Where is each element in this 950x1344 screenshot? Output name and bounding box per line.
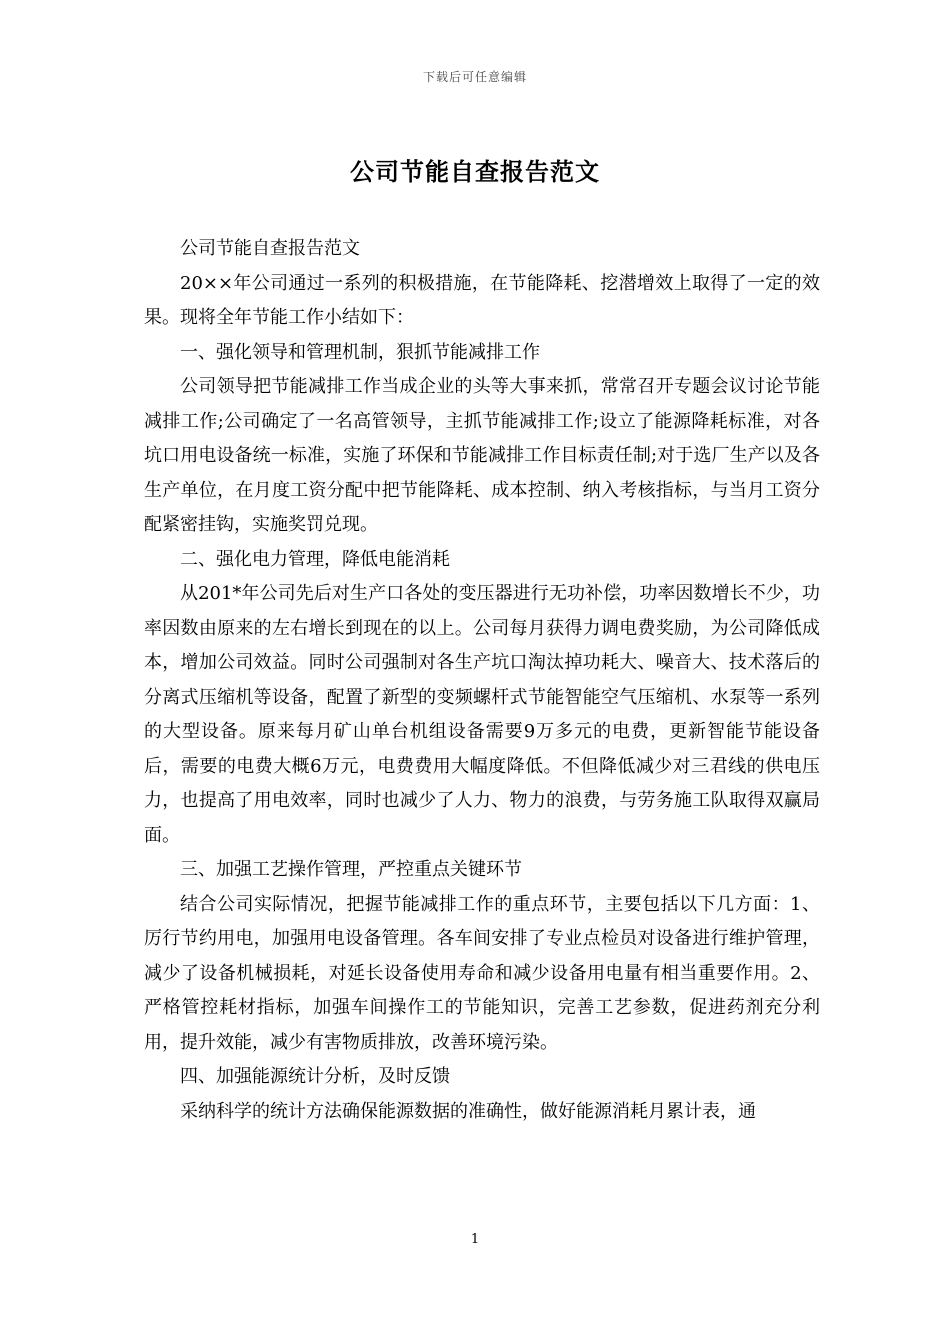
page-number: 1 <box>470 1232 480 1247</box>
paragraph-intro: 20××年公司通过一系列的积极措施，在节能降耗、挖潜增效上取得了一定的效果。现将全年节能工作小结如下： <box>144 272 820 328</box>
paragraph-subtitle: 公司节能自查报告范文 <box>180 238 360 259</box>
paragraph-section-3: 结合公司实际情况，把握节能减排工作的重点环节，主要包括以下几方面：1、厉行节约用电，加强用电设备管理。各车间安排了专业点检员对设备进行维护管理，减少了设备机械损耗，对延长设备使用寿命和减少设备用电量有相当重要作用。2、严格管控耗材指标，加强车间操作工的节能知识，完善工艺参数，促进药剂充分利用，提升效能，减少有害物质排放，改善环境污染。 <box>144 893 820 1053</box>
section-heading-2: 二、强化电力管理，降低电能消耗 <box>180 548 450 570</box>
section-heading-4: 四、加强能源统计分析，及时反馈 <box>180 1066 450 1087</box>
paragraph-section-4: 采纳科学的统计方法确保能源数据的准确性，做好能源消耗月累计表，通 <box>180 1100 756 1122</box>
section-heading-1: 一、强化领导和管理机制，狠抓节能减排工作 <box>180 341 540 363</box>
document-title: 公司节能自查报告范文 <box>350 157 600 186</box>
header-note: 下载后可任意编辑 <box>422 70 527 84</box>
document-body <box>144 232 820 1129</box>
paragraph-section-2: 从201*年公司先后对生产口各处的变压器进行无功补偿，功率因数增长不少，功率因数由原来的左右增长到现在的以上。公司每月获得力调电费奖励，为公司降低成本，增加公司效益。同时公司强制对各生产坑口淘汰掉功耗大、噪音大、技术落后的分离式压缩机等设备，配置了新型的变频螺杆式节能智能空气压缩机、水泵等一系列的大型设备。原来每月矿山单台机组设备需要9万多元的电费，更新智能节能设备后，需要的电费大概6万元，电费费用大幅度降低。不但降低减少对三君线的供电压力，也提高了用电效率，同时也减少了人力、物力的浪费，与劳务施工队取得双赢局面。 <box>144 583 820 846</box>
section-heading-3: 三、加强工艺操作管理，严控重点关键环节 <box>180 859 522 880</box>
paragraph-section-1: 公司领导把节能减排工作当成企业的头等大事来抓，常常召开专题会议讨论节能减排工作;公司确定了一名高管领导，主抓节能减排工作;设立了能源降耗标准，对各坑口用电设备统一标准，实施了环保和节能减排工作目标责任制;对于选厂生产以及各生产单位，在月度工资分配中把节能降耗、成本控制、纳入考核指标，与当月工资分配紧密挂钩，实施奖罚兑现。 <box>144 376 820 535</box>
